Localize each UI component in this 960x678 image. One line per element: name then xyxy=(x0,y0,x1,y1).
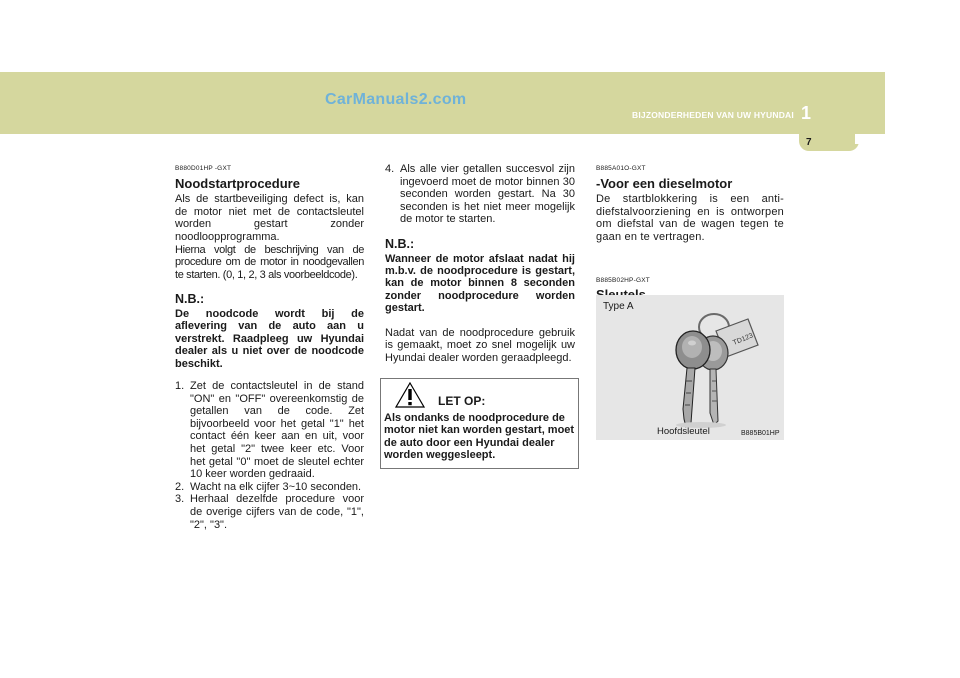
warning-text: Als ondanks de noodprocedure de motor niet kan worden gestart, moet de auto door een Hyundai dealer worden weggesleept. xyxy=(384,412,575,462)
list-item xyxy=(175,380,364,481)
figure-caption: Hoofdsleutel xyxy=(657,426,710,437)
step-number: 2. xyxy=(175,480,185,493)
note-text: De noodcode wordt bij de aflevering van de auto aan u verstrekt. Raadpleeg uw Hyundai dealer als u niet over de noodcode beschikt. xyxy=(175,307,364,370)
section-code: B885B02HP-GXT xyxy=(596,276,650,284)
warning-triangle-icon xyxy=(395,382,425,408)
step-number: 4. xyxy=(385,163,395,175)
warning-box xyxy=(380,378,579,469)
chapter-number: 1 xyxy=(801,103,812,123)
figure-type-label: Type A xyxy=(603,301,634,312)
step-text: Herhaal dezelfde procedure voor de overige cijfers van de code, "1", "2", "3". xyxy=(190,493,364,531)
car-keys-icon xyxy=(646,303,766,428)
list-item xyxy=(385,163,575,226)
section-code: B880D01HP -GXT xyxy=(175,165,232,172)
watermark-link[interactable]: CarManuals2.com xyxy=(325,91,467,108)
figure-code: B885B01HP xyxy=(741,430,780,437)
keys-figure xyxy=(596,295,784,440)
list-item xyxy=(175,493,364,531)
left-column xyxy=(175,163,364,531)
step-number: 3. xyxy=(175,493,185,506)
diesel-paragraph: De startblokkering is een anti-diefstalvoorziening en is ontworpen om diefstal van de wagen tegen te gaan en te vertragen. xyxy=(596,193,784,243)
body-paragraph: Nadat van de noodprocedure gebruik is gemaakt, moet zo snel mogelijk uw Hyundai dealer worden geraadpleegd. xyxy=(385,326,575,364)
header-ledge xyxy=(855,134,885,144)
key-tag-text: TD123 xyxy=(732,332,755,347)
note-title: N.B.: xyxy=(175,292,205,307)
steps-list xyxy=(175,380,364,531)
section-heading: Noodstartprocedure xyxy=(175,175,300,191)
step-text: Als alle vier getallen succesvol zijn ingevoerd moet de motor binnen 30 seconden worden gestart. Na 30 seconden is het niet meer mogelijk de motor te starten. xyxy=(400,163,575,226)
list-item xyxy=(175,481,364,494)
section-title: BIJZONDERHEDEN VAN UW HYUNDAI xyxy=(632,110,794,120)
steps-list-continued xyxy=(385,163,575,226)
intro-paragraph-2: Hierna volgt de beschrijving van de procedure om de motor in noodgevallen te starten. (0, 1, 2, 3 als voorbeeldcode). xyxy=(175,243,364,281)
page-number: 7 xyxy=(806,137,812,148)
step-text: Wacht na elk cijfer 3~10 seconden. xyxy=(190,480,362,493)
section-heading: -Voor een dieselmotor xyxy=(596,175,733,191)
section-code: B885A01O-GXT xyxy=(596,165,646,172)
note-text: Wanneer de motor afslaat nadat hij m.b.v. de noodprocedure is gestart, kan de motor binnen 8 seconden zonder noodprocedure worden gestart. xyxy=(385,252,575,315)
warning-title: LET OP: xyxy=(438,394,486,408)
middle-column xyxy=(385,163,575,364)
step-text: Zet de contactsleutel in de stand "ON" en "OFF" overeenkomstig de getallen van de code. Zet bijvoorbeeld voor het getal "1" het contact één keer aan en uit, voor het getal "2" twee keer etc. Voor het getal "0" moet de sleutel echter 10 keer worden gedraaid. xyxy=(190,379,364,481)
right-column xyxy=(596,163,784,305)
note-title: N.B.: xyxy=(385,236,415,251)
intro-paragraph-1: Als de startbeveiliging defect is, kan de motor niet met de contactsleutel worden gestart zonder noodloopprogramma. xyxy=(175,193,364,243)
step-number: 1. xyxy=(175,379,185,392)
